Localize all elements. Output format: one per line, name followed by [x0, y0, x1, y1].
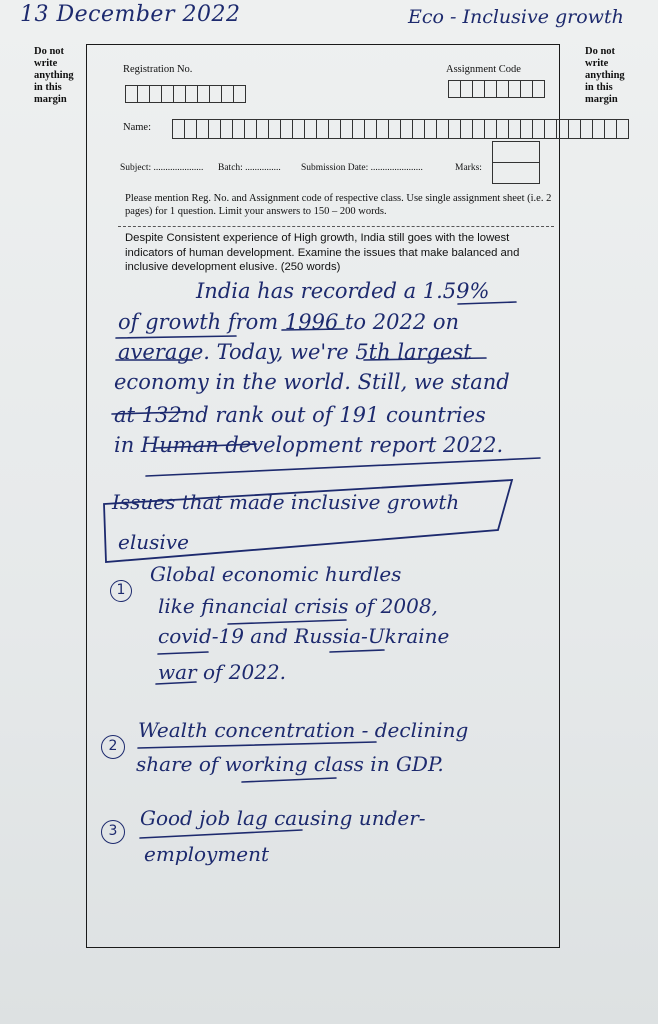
instructions-text: Please mention Reg. No. and Assignment code of respective class. Use single assignment sheet (i.e. 2 pages) for 1 question. Limit your answers to 150 – 200 words.: [125, 193, 552, 217]
marks-box: [492, 141, 540, 184]
question-text: Despite Consistent experience of High growth, India still goes with the lowest indicators of human development. Examine the issues that make balanced and inclusive development elusive. (250 words): [125, 232, 520, 273]
point-1-line-3: covid-19 and Russia-Ukraine: [158, 624, 450, 648]
assignment-code-label: Assignment Code: [446, 64, 521, 75]
dashed-divider: [118, 226, 554, 227]
right-margin-note: Do not write anything in this margin: [585, 46, 625, 105]
registration-boxes: [125, 85, 245, 103]
point-2-line-1: Wealth concentration - declining: [138, 718, 469, 742]
subject-tag-heading: Eco - Inclusive growth: [408, 6, 624, 28]
answer-line-5: at 132nd rank out of 191 countries: [114, 403, 486, 427]
point-1-line-2: like financial crisis of 2008,: [158, 594, 438, 618]
answer-line-1: India has recorded a 1.59%: [196, 279, 490, 303]
point-3-line-2: employment: [144, 842, 270, 866]
point-1-line-1: Global economic hurdles: [150, 562, 402, 586]
registration-label: Registration No.: [123, 64, 193, 75]
submission-date-label: Submission Date: ......................: [301, 163, 423, 173]
point-2-line-2: share of working class in GDP.: [136, 752, 444, 776]
subject-label: Subject: .....................: [120, 163, 204, 173]
issues-heading-line-1: Issues that made inclusive growth: [112, 490, 460, 514]
point-3-marker: 3: [101, 820, 125, 844]
answer-line-3: average. Today, we're 5th largest: [118, 340, 472, 364]
point-1-marker: 1: [110, 580, 132, 602]
answer-line-6: in Human development report 2022.: [114, 433, 504, 457]
left-margin-note: Do not write anything in this margin: [34, 46, 74, 105]
point-3-line-1: Good job lag causing under-: [140, 806, 426, 830]
name-label: Name:: [123, 122, 151, 133]
name-boxes: [172, 119, 628, 139]
point-1-line-4: war of 2022.: [158, 660, 287, 684]
answer-line-2: of growth from 1996 to 2022 on: [118, 310, 460, 334]
date-heading: 13 December 2022: [20, 2, 241, 27]
issues-heading-line-2: elusive: [118, 530, 189, 554]
assignment-code-boxes: [448, 80, 544, 98]
batch-label: Batch: ...............: [218, 163, 281, 173]
answer-line-4: economy in the world. Still, we stand: [114, 370, 510, 394]
point-2-marker: 2: [101, 735, 125, 759]
marks-label: Marks:: [455, 163, 482, 173]
